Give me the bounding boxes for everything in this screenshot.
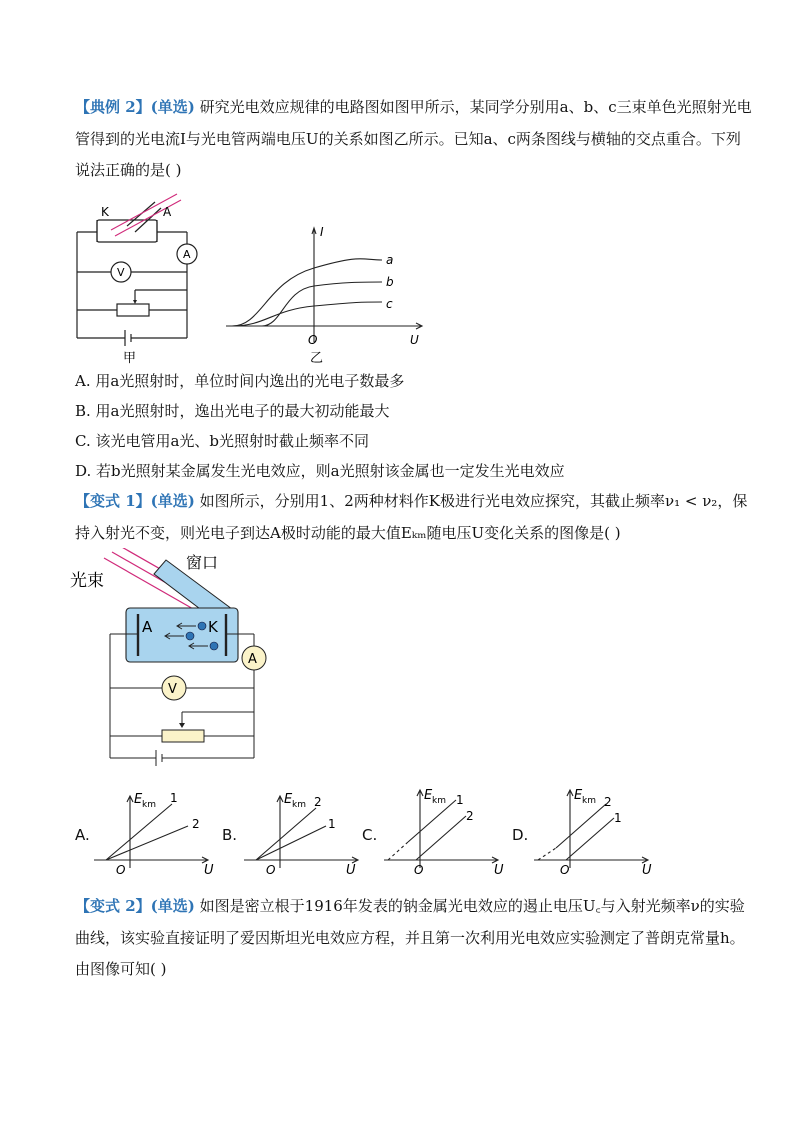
variant1-ammeter-label: A bbox=[248, 652, 257, 667]
yi-axis-x: U bbox=[410, 333, 419, 347]
example2-line2: 管得到的光电流I与光电管两端电压U的关系如图乙所示。已知a、c两条图线与横轴的交点重合。下列 bbox=[75, 130, 741, 148]
graph-d-line1-label: 2 bbox=[604, 795, 612, 809]
graph-option-b[interactable] bbox=[240, 788, 370, 878]
graph-d-line2-label: 1 bbox=[614, 811, 622, 825]
graph-b-ysub: km bbox=[292, 800, 306, 810]
example2-option-c: C. 该光电管用a光、b光照射时截止频率不同 bbox=[75, 432, 370, 450]
graph-d-origin: O bbox=[560, 863, 570, 877]
yi-curve-b: b bbox=[386, 275, 394, 289]
variant1-phototube-figure bbox=[70, 548, 280, 776]
yi-caption: 乙 bbox=[310, 351, 324, 366]
example2-option-a: A. 用a光照射时，单位时间内逸出的光电子数最多 bbox=[75, 372, 405, 390]
example2-line1 bbox=[75, 97, 752, 117]
jia-label-a: A bbox=[163, 205, 172, 219]
graph-option-a[interactable] bbox=[90, 788, 220, 878]
graph-a-xlabel: U bbox=[204, 863, 214, 878]
graph-b-line2-label: 1 bbox=[328, 817, 336, 831]
variant1-voltmeter-label: V bbox=[168, 682, 177, 697]
graph-c-line1-label: 1 bbox=[456, 793, 464, 807]
graph-d-ysub: km bbox=[582, 796, 596, 806]
graph-option-b-letter[interactable]: B. bbox=[222, 826, 238, 844]
yi-origin: O bbox=[308, 333, 318, 347]
graph-b-xlabel: U bbox=[346, 863, 356, 878]
graph-option-d[interactable] bbox=[530, 784, 660, 878]
variant1-window-label: 窗口 bbox=[186, 553, 219, 572]
variant1-light-label: 光束 bbox=[70, 571, 104, 591]
variant2-line3: 由图像可知( ) bbox=[75, 960, 167, 978]
variant2-line2: 曲线，该实验直接证明了爱因斯坦光电效应方程，并且第一次利用光电效应实验测定了普朗克常量h。 bbox=[75, 929, 745, 947]
jia-label-k: K bbox=[101, 205, 109, 219]
variant1-label-a: A bbox=[142, 618, 153, 636]
graph-c-origin: O bbox=[414, 863, 424, 877]
graph-d-ylabel: E bbox=[574, 788, 583, 803]
graph-c-ysub: km bbox=[432, 796, 446, 806]
example2-type: (单选) bbox=[150, 98, 195, 116]
graph-b-origin: O bbox=[266, 863, 276, 877]
graph-a-ysub: km bbox=[142, 800, 156, 810]
graph-option-c[interactable] bbox=[380, 784, 510, 878]
graph-c-line2-label: 2 bbox=[466, 809, 474, 823]
variant1-tag: 【变式 1】 bbox=[75, 492, 151, 510]
graph-c-ylabel: E bbox=[424, 788, 433, 803]
graph-option-c-letter[interactable]: C. bbox=[362, 826, 378, 844]
graph-a-origin: O bbox=[116, 863, 126, 877]
graph-a-line1-label: 1 bbox=[170, 791, 178, 805]
graph-a-line2-label: 2 bbox=[192, 817, 200, 831]
variant2-type: (单选) bbox=[150, 897, 195, 915]
variant2-line1 bbox=[75, 896, 745, 916]
figure-jia-circuit bbox=[65, 190, 205, 370]
jia-ammeter-label: A bbox=[183, 248, 191, 261]
yi-axis-y: I bbox=[320, 225, 324, 239]
example2-tag: 【典例 2】 bbox=[75, 98, 151, 116]
example2-option-d: D. 若b光照射某金属发生光电效应，则a光照射该金属也一定发生光电效应 bbox=[75, 462, 565, 480]
example2-option-b: B. 用a光照射时，逸出光电子的最大初动能最大 bbox=[75, 402, 390, 420]
variant1-type: (单选) bbox=[150, 492, 195, 510]
graph-option-a-letter[interactable]: A. bbox=[75, 826, 90, 844]
variant1-text-1: 如图所示，分别用1、2两种材料作K极进行光电效应探究，其截止频率ν₁ < ν₂，保 bbox=[199, 492, 748, 510]
variant2-tag: 【变式 2】 bbox=[75, 897, 151, 915]
example2-line3: 说法正确的是( ) bbox=[75, 161, 182, 179]
graph-c-xlabel: U bbox=[494, 863, 504, 878]
graph-a-ylabel: E bbox=[134, 792, 143, 807]
figure-yi-iu-graph bbox=[222, 222, 432, 367]
yi-curve-a: a bbox=[386, 253, 394, 267]
graph-d-xlabel: U bbox=[642, 863, 652, 878]
jia-caption: 甲 bbox=[123, 351, 137, 366]
jia-voltmeter-label: V bbox=[117, 266, 125, 279]
variant1-line2: 持入射光不变，则光电子到达A极时动能的最大值Eₖₘ随电压U变化关系的图像是( ) bbox=[75, 524, 621, 542]
variant1-label-k: K bbox=[208, 618, 218, 636]
variant1-line1 bbox=[75, 491, 747, 511]
graph-option-d-letter[interactable]: D. bbox=[512, 826, 529, 844]
graph-b-line1-label: 2 bbox=[314, 795, 322, 809]
graph-b-ylabel: E bbox=[284, 792, 293, 807]
example2-text-1: 研究光电效应规律的电路图如图甲所示，某同学分别用a、b、c三束单色光照射光电 bbox=[199, 98, 752, 116]
variant2-text-1: 如图是密立根于1916年发表的钠金属光电效应的遏止电压U꜀与入射光频率ν的实验 bbox=[199, 897, 745, 915]
yi-curve-c: c bbox=[386, 297, 393, 311]
